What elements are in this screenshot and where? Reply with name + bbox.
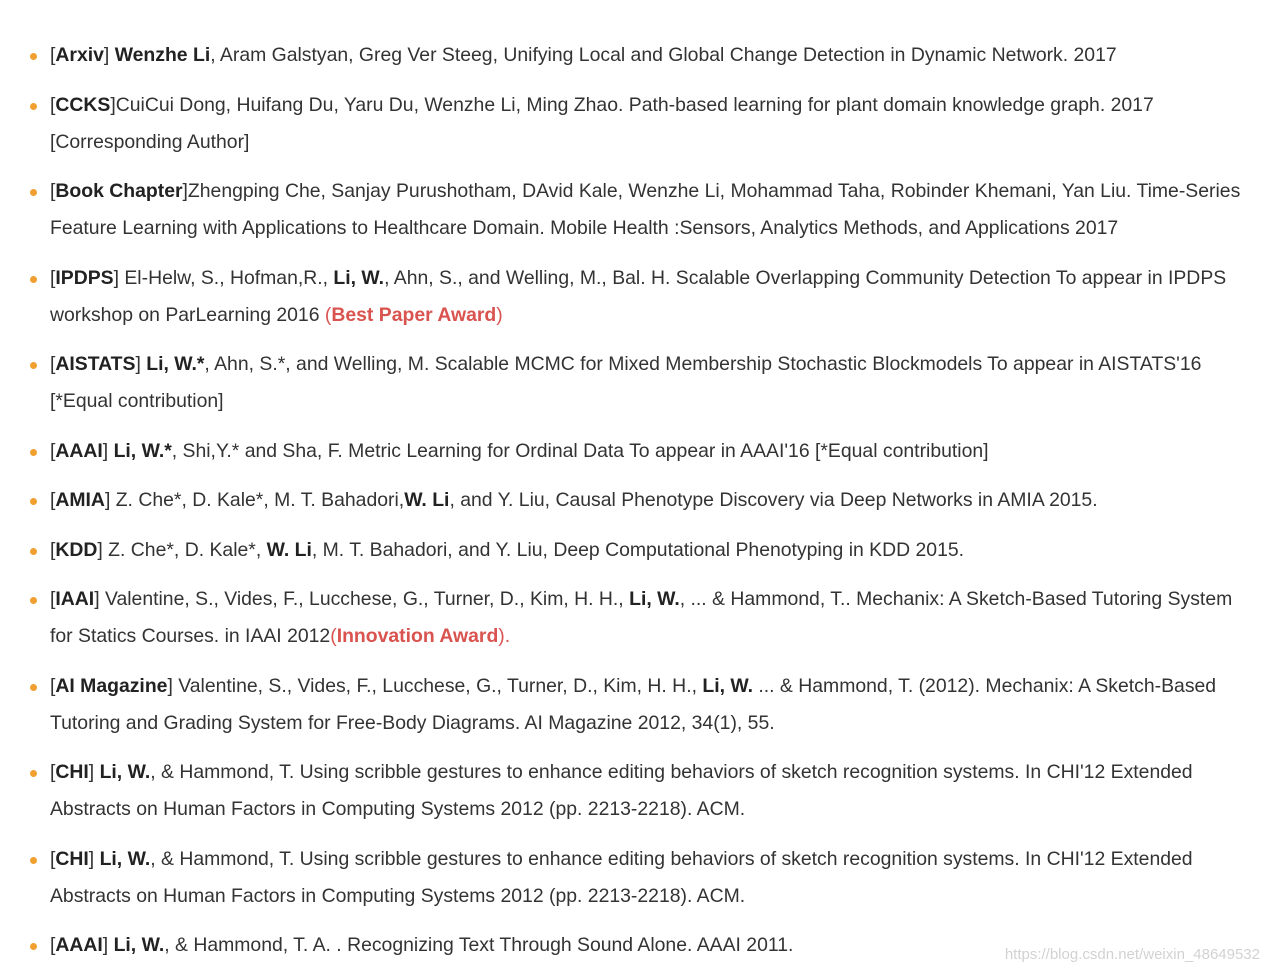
citation-text: , Ahn, S.*, and Welling, M. Scalable MCMC for Mixed Membership Stochastic Blockmodels To appear in AISTATS'16 [*Equal contribution] [50, 353, 1202, 412]
author-highlight: Li, W.* [113, 439, 172, 462]
citation-text: , & Hammond, T. Using scribble gestures to enhance editing behaviors of sketch recognition systems. In CHI'12 Extended Abstracts on Human Factors in Computing Systems 2012 (pp. 2213-2218). ACM. [50, 761, 1193, 820]
citation-text: [ [50, 180, 56, 202]
publication-item [28, 668, 1253, 742]
venue-tag: KDD [55, 538, 98, 561]
author-highlight: Li, W.* [146, 353, 205, 375]
citation-text: ] Z. Che*, D. Kale*, [97, 538, 267, 561]
author-highlight: Wenzhe Li [114, 44, 211, 66]
publication-list [28, 37, 1253, 977]
citation-text: [ [50, 538, 56, 561]
citation-text: [ [50, 761, 56, 783]
bullet-icon [30, 276, 37, 283]
publication-item [28, 37, 1253, 74]
bullet-icon [30, 189, 37, 196]
publication-item [28, 173, 1253, 247]
citation-text: ] [88, 761, 100, 783]
citation-text: ] El-Helw, S., Hofman,R., [113, 266, 334, 289]
venue-tag: IPDPS [55, 266, 114, 289]
author-highlight: W. Li [404, 489, 450, 511]
award-paren: ( [324, 303, 332, 326]
venue-tag: CHI [55, 847, 89, 870]
citation-text: , & Hammond, T. Using scribble gestures to enhance editing behaviors of sketch recognition systems. In CHI'12 Extended Abstracts on Human Factors in Computing Systems 2012 (pp. 2213-2218). ACM. [50, 847, 1193, 907]
citation-text: , and Y. Liu, Causal Phenotype Discovery via Deep Networks in AMIA 2015. [449, 489, 1098, 511]
bullet-icon [30, 498, 37, 505]
citation-text: ] [102, 934, 114, 956]
author-highlight: W. Li [266, 538, 312, 561]
citation-text: ... & Hammond, T. (2012). Mechanix: A Sketch-Based Tutoring and Grading System for Free-Body Diagrams. AI Magazine 2012, 34(1), 55. [50, 674, 1217, 734]
citation-text: [ [50, 353, 56, 375]
publication-item [28, 433, 1253, 470]
citation-text: [ [50, 44, 56, 66]
citation-text: [ [50, 934, 56, 956]
publication-item [28, 754, 1253, 828]
venue-tag: AISTATS [55, 353, 136, 375]
venue-tag: AMIA [55, 489, 105, 511]
venue-tag: IAAI [55, 588, 95, 610]
venue-tag: CCKS [55, 93, 111, 116]
publication-item [28, 581, 1253, 655]
citation-text: ] Z. Che*, D. Kale*, M. T. Bahadori, [104, 489, 405, 511]
citation-text: [ [50, 489, 56, 511]
publication-item [28, 260, 1253, 334]
bullet-icon [30, 597, 37, 604]
bullet-icon [30, 53, 37, 60]
venue-tag: Arxiv [55, 44, 104, 66]
venue-tag: CHI [55, 761, 89, 783]
citation-text: ]CuiCui Dong, Huifang Du, Yaru Du, Wenzhe Li, Ming Zhao. Path-based learning for plant domain knowledge graph. 2017 [Corresponding Author] [50, 93, 1154, 153]
bullet-icon [30, 943, 37, 950]
citation-text: , ... & Hammond, T.. Mechanix: A Sketch-Based Tutoring System for Statics Courses. in IAAI 2012 [50, 588, 1233, 647]
citation-text: , Shi,Y.* and Sha, F. Metric Learning for Ordinal Data To appear in AAAI'16 [*Equal contribution] [171, 439, 989, 462]
citation-text: [ [50, 674, 56, 697]
bullet-icon [30, 548, 37, 555]
author-highlight: Li, W. [99, 761, 151, 783]
venue-tag: AAAI [55, 439, 103, 462]
publication-item [28, 87, 1253, 161]
citation-text: [ [50, 439, 56, 462]
citation-text: ] Valentine, S., Vides, F., Lucchese, G., Turner, D., Kim, H. H., [167, 674, 703, 697]
citation-text: [ [50, 93, 56, 116]
award-label: Best Paper Award [331, 303, 497, 326]
publication-item [28, 482, 1253, 519]
award-paren: ). [498, 625, 511, 647]
author-highlight: Li, W. [99, 847, 151, 870]
citation-text: ] [135, 353, 147, 375]
venue-tag: AAAI [55, 934, 103, 956]
bullet-icon [30, 449, 37, 456]
author-highlight: Li, W. [333, 266, 385, 289]
citation-text: ] [88, 847, 100, 870]
venue-tag: AI Magazine [55, 674, 168, 697]
publication-item [28, 532, 1253, 569]
award-label: Innovation Award [336, 625, 499, 647]
venue-tag: Book Chapter [55, 180, 183, 202]
citation-text: [ [50, 847, 56, 870]
bullet-icon [30, 103, 37, 110]
citation-text: , M. T. Bahadori, and Y. Liu, Deep Computational Phenotyping in KDD 2015. [311, 538, 965, 561]
citation-text: , & Hammond, T. A. . Recognizing Text Through Sound Alone. AAAI 2011. [164, 934, 794, 956]
publication-item [28, 841, 1253, 915]
bullet-icon [30, 857, 37, 864]
award-paren: ( [330, 625, 337, 647]
watermark: https://blog.csdn.net/weixin_48649532 [1004, 946, 1260, 963]
publication-item [28, 346, 1253, 420]
author-highlight: Li, W. [113, 934, 165, 956]
citation-text: ] [103, 44, 115, 66]
award-paren: ) [496, 303, 503, 326]
author-highlight: Li, W. [702, 674, 753, 697]
citation-text: [ [50, 266, 56, 289]
citation-text: ]Zhengping Che, Sanjay Purushotham, DAvid Kale, Wenzhe Li, Mohammad Taha, Robinder Khemani, Yan Liu. Time-Series Feature Learning with Applications to Healthcare Domain. Mobile Health :Sensors, Analytics Methods, and Applications 2017 [50, 180, 1241, 239]
citation-text: [ [50, 588, 56, 610]
citation-text: ] [102, 439, 114, 462]
citation-text: , Ahn, S., and Welling, M., Bal. H. Scalable Overlapping Community Detection To appear in IPDPS workshop on ParLearning 2016 [50, 266, 1227, 326]
bullet-icon [30, 684, 37, 691]
citation-text: , Aram Galstyan, Greg Ver Steeg, Unifying Local and Global Change Detection in Dynamic Network. 2017 [210, 44, 1117, 66]
bullet-icon [30, 362, 37, 369]
author-highlight: Li, W. [629, 588, 680, 610]
citation-text: ] Valentine, S., Vides, F., Lucchese, G., Turner, D., Kim, H. H., [94, 588, 630, 610]
bullet-icon [30, 770, 37, 777]
